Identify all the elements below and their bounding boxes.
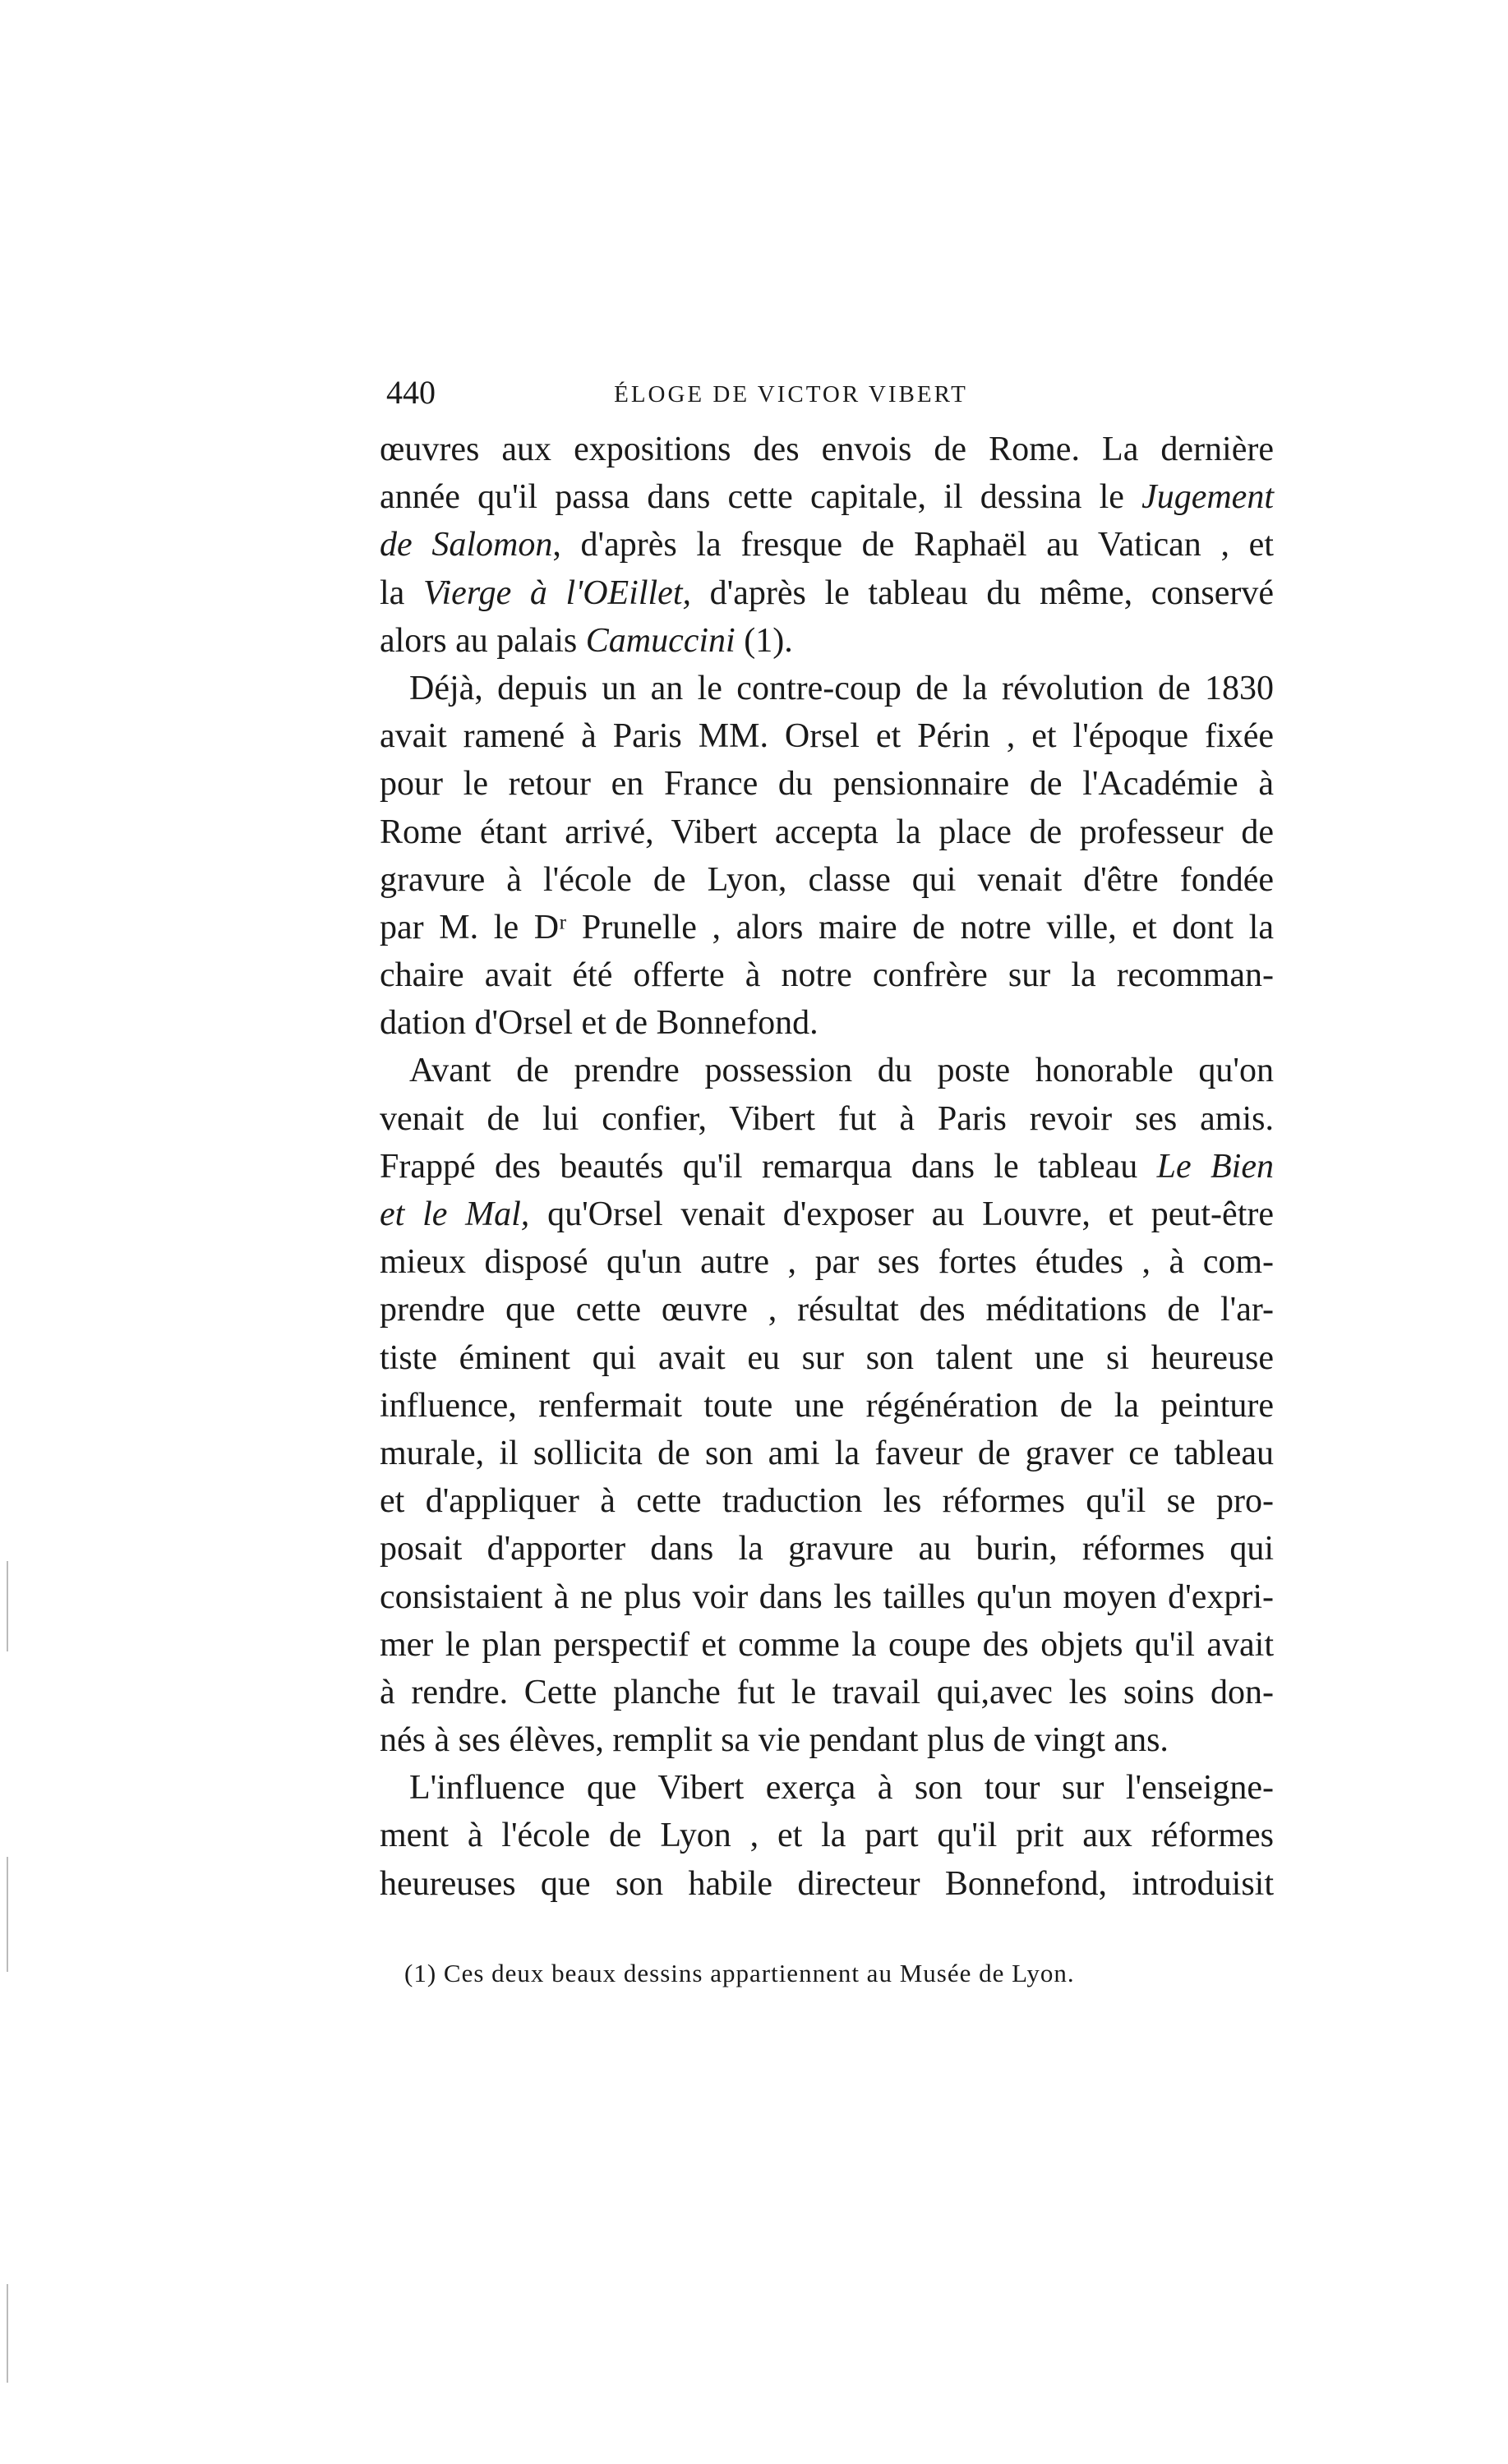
text-line: nés à ses élèves, remplit sa vie pendant plus de vingt ans.: [380, 1721, 1169, 1760]
text-line: Avant de prendre possession du poste honorable qu'on: [409, 1052, 1274, 1090]
text-line: de Salomon, d'après la fresque de Raphaël au Vatican , et: [380, 526, 1274, 564]
text-line: ment à l'école de Lyon , et la part qu'il prit aux réformes: [380, 1817, 1274, 1855]
text-line: dation d'Orsel et de Bonnefond.: [380, 1004, 819, 1043]
scan-margin-mark: [7, 2284, 8, 2383]
text-line: L'influence que Vibert exerça à son tour sur l'enseigne-: [409, 1769, 1274, 1808]
text-line: par M. le Dʳ Prunelle , alors maire de notre ville, et dont la: [380, 908, 1274, 946]
text-line: Rome étant arrivé, Vibert accepta la place de professeur de: [380, 813, 1274, 851]
text-line: gravure à l'école de Lyon, classe qui venait d'être fondée: [380, 860, 1274, 899]
text-line: pour le retour en France du pensionnaire de l'Académie à: [380, 765, 1274, 804]
text-line: Frappé des beautés qu'il remarqua dans le tableau Le Bien: [380, 1147, 1274, 1186]
text-line: année qu'il passa dans cette capitale, il dessina le Jugement: [380, 478, 1274, 517]
text-line: œuvres aux expositions des envois de Rome. La dernière: [380, 431, 1274, 468]
text-line: alors au palais Camuccini (1).: [380, 621, 793, 660]
text-line: à rendre. Cette planche fut le travail qui,avec les soins don-: [380, 1673, 1274, 1711]
footnote: (1) Ces deux beaux dessins appartiennent au Musée de Lyon.: [404, 1959, 1075, 1987]
text-line: et d'appliquer à cette traduction les réformes qu'il se pro-: [380, 1482, 1274, 1521]
scan-margin-mark: [7, 1857, 8, 1972]
text-line: mieux disposé qu'un autre , par ses fortes études , à com-: [380, 1243, 1274, 1282]
text-line: mer le plan perspectif et comme la coupe des objets qu'il avait: [380, 1625, 1274, 1664]
text-line: influence, renfermait toute une régénération de la peinture: [380, 1386, 1274, 1425]
body-text: [380, 426, 1274, 1908]
text-line: la Vierge à l'OEillet, d'après le tableau du même, conservé: [380, 573, 1275, 612]
scan-margin-mark: [7, 1561, 8, 1651]
text-line: posait d'apporter dans la gravure au burin, réformes qui: [380, 1530, 1274, 1568]
text-line: Déjà, depuis un an le contre-coup de la révolution de 1830: [409, 669, 1274, 707]
text-line: chaire avait été offerte à notre confrère sur la recomman-: [380, 956, 1274, 995]
running-title: ÉLOGE DE VICTOR VIBERT: [614, 381, 968, 408]
text-line: prendre que cette œuvre , résultat des méditations de l'ar-: [380, 1291, 1274, 1329]
text-line: venait de lui confier, Vibert fut à Paris revoir ses amis.: [380, 1099, 1274, 1138]
text-line: avait ramené à Paris MM. Orsel et Périn , et l'époque fixée: [380, 717, 1274, 756]
text-line: tiste éminent qui avait eu sur son talent une si heureuse: [380, 1338, 1274, 1377]
text-line: et le Mal, qu'Orsel venait d'exposer au Louvre, et peut-être: [380, 1195, 1274, 1233]
page-number: 440: [386, 374, 436, 411]
text-line: consistaient à ne plus voir dans les tailles qu'un moyen d'expri-: [380, 1577, 1274, 1616]
text-line: murale, il sollicita de son ami la faveur de graver ce tableau: [380, 1434, 1274, 1472]
text-line: heureuses que son habile directeur Bonnefond, introduisit: [380, 1864, 1274, 1903]
